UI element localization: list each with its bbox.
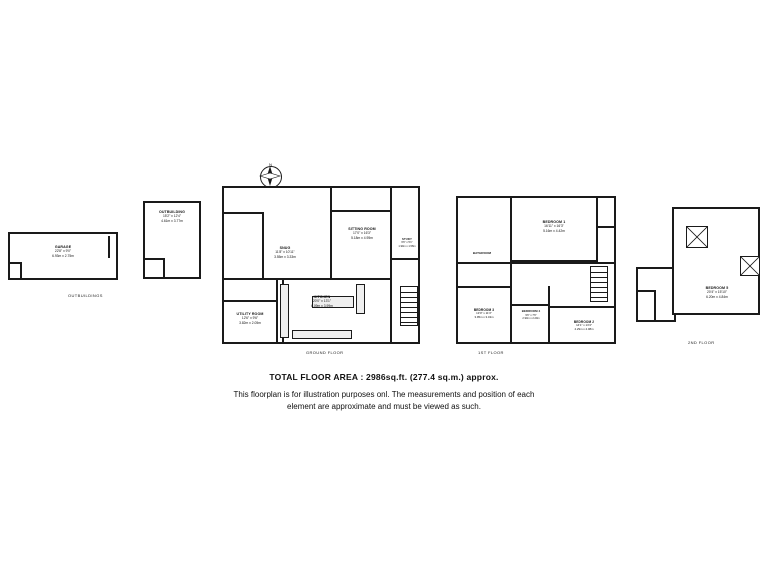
wall-hall-top [262,212,264,278]
wall-snug-left [222,212,264,214]
wall-utility-top [222,300,278,302]
outbuilding-inner-wall-2 [163,258,165,279]
disclaimer-line-1: This floorplan is for illustration purposes onl. The measurements and position of each [233,390,535,399]
wall-bathroom-bottom [456,262,512,264]
wall-study-bottom [392,258,420,260]
room-label-sitting-room: SITTING ROOM 17'0" x 16'3" 5.18m x 4.95m [348,227,376,240]
wall-bedroom3-bottom [456,286,512,288]
floor-label-first: 1ST FLOOR [478,350,504,355]
kitchen-units-left [280,284,289,338]
second-floor-inner-wall [654,290,656,322]
room-label-bedroom4: BEDROOM 4 9'6" x 7'6" 2.90m x 2.29m [521,309,541,320]
wall-snug-sitting [330,212,332,278]
kitchen-units-right [356,284,365,314]
wall-ensuite-2 [596,226,616,228]
first-floor-staircase [590,266,608,302]
room-label-kitchen: KITCHEN 20'0" x 13'1" 6.09m x 3.99m [311,295,333,308]
room-label-bedroom2: BEDROOM 2 14'1" x 13'4" 4.29m x 4.08m [573,320,595,331]
wall-kitchen-top [264,278,390,280]
ground-floor-rear-extension [222,278,284,344]
second-floor-outline [636,267,676,322]
total-floor-area: TOTAL FLOOR AREA : 2986sq.ft. (277.4 sq.m.) approx. [269,372,499,382]
room-label-utility-room: UTILITY ROOM 12'6" x 9'6" 3.82m x 2.05m [236,312,264,325]
velux-cross-right [740,256,760,276]
room-label-garage: GARAGE 22'8" x 9'0" 6.93m x 2.75m [52,245,74,258]
wall-bedroom4-top [512,304,550,306]
room-label-bedroom5: BEDROOM 5 20'4" x 15'10" 6.20m x 4.84m [705,286,729,299]
floor-label-second: 2ND FLOOR [688,340,715,345]
wall-ensuite [596,226,598,262]
room-label-study: STUDY 6'6" x 5'1" 1.99m x 1.58m [398,237,416,248]
room-label-bathroom: BATHROOM [472,251,492,255]
disclaimer-line-2: element are approximate and must be viewed as such. [287,402,481,411]
floor-label-outbuildings: OUTBUILDINGS [68,293,103,298]
room-label-snug: SNUG 11'8" x 10'11" 3.55m x 3.33m [274,246,296,259]
wall-landing-vert [510,262,512,344]
room-label-bedroom3: BEDROOM 3 13'0" x 11'3" 3.95m x 3.43m [473,308,495,319]
second-floor-inner-wall-2 [636,290,656,292]
velux-cross-left [686,226,708,248]
kitchen-units-bottom [292,330,352,339]
garage-wall-detail-2 [20,262,22,280]
ground-floor-sitting-extension [330,186,392,212]
compass-north-label: N [269,162,272,167]
outbuilding-inner-wall [143,258,165,260]
wall-bedroom1-bottom [512,262,616,264]
ground-staircase [400,286,418,326]
floor-label-ground: GROUND FLOOR [306,350,344,355]
disclaimer-text [0,389,768,413]
room-label-bedroom1: BEDROOM 1 16'11" x 16'3" 5.16m x 4.42m [542,220,566,233]
garage-door-opening [108,236,110,258]
room-label-outbuilding: OUTBUILDING 15'2" x 12'4" 4.61m x 3.77m [158,210,186,223]
